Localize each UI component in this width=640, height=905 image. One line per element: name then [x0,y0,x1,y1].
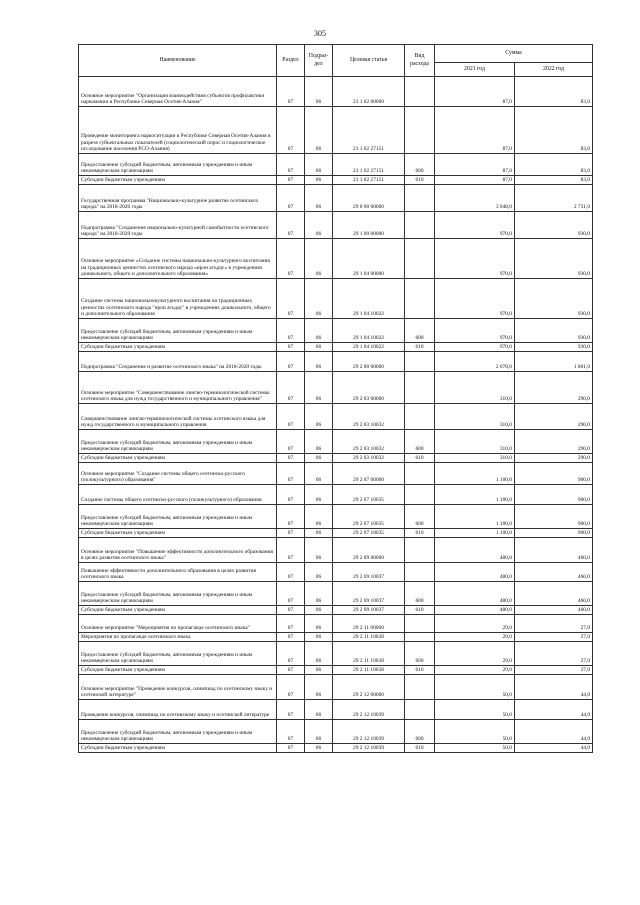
row-target: 29 2 03 10032 [333,454,405,463]
row-amount-2021: 87,0 [435,77,515,107]
row-kind [405,279,435,319]
row-amount-2021: 1 100,0 [435,485,515,505]
row-section: 07 [277,212,305,239]
row-amount-2021: 29,0 [435,642,515,666]
row-name: Государственная программа "Национально-культурное развитие осетинского народа" на 2018-2020 годы [79,185,277,212]
table-row [79,582,593,606]
row-name: Основное мероприятие "Проведение конкурсов, олимпиад по осетинскому языку и осетинской литературе" [79,675,277,700]
table-row [79,563,593,582]
row-kind [405,352,435,372]
row-amount-2021: 87,0 [435,107,515,154]
row-section: 07 [277,615,305,633]
row-section: 07 [277,563,305,582]
row-subsection: 06 [305,454,333,463]
row-kind [405,185,435,212]
row-target: 29 2 09 10037 [333,606,405,615]
row-subsection: 06 [305,505,333,529]
table-row [79,463,593,485]
row-subsection: 06 [305,666,333,675]
budget-table [78,44,593,753]
row-amount-2021: 50,0 [435,675,515,700]
row-kind: 610 [405,529,435,538]
row-section: 07 [277,372,305,404]
row-amount-2021: 2 078,0 [435,352,515,372]
row-subsection: 06 [305,700,333,720]
table-row [79,666,593,675]
row-amount-2022: 930,0 [515,212,593,239]
row-kind [405,700,435,720]
row-section: 07 [277,529,305,538]
row-target: 29 2 03 10032 [333,430,405,454]
row-subsection: 06 [305,642,333,666]
row-section: 07 [277,185,305,212]
row-amount-2021: 310,0 [435,430,515,454]
row-target: 21 1 02 27151 [333,107,405,154]
table-row [79,505,593,529]
row-name: Предоставление субсидий бюджетным, автономным учреждениям и иным некоммерческим организациям [79,642,277,666]
row-amount-2021: 970,0 [435,343,515,352]
table-row [79,675,593,700]
row-amount-2021: 970,0 [435,319,515,343]
row-amount-2021: 87,0 [435,154,515,176]
row-section: 07 [277,538,305,563]
row-section: 07 [277,720,305,744]
row-section: 07 [277,666,305,675]
table-row [79,720,593,744]
table-row [79,185,593,212]
page-number: 305 [314,29,326,38]
row-name: Создание системы национальнокультурного воспитания на традиционных ценностях осетинского народа "ирон агъдау" в учреждениях дошкольного, общего и дополнительного образования [79,279,277,319]
row-kind: 610 [405,744,435,753]
row-amount-2021: 480,0 [435,563,515,582]
row-kind [405,485,435,505]
row-amount-2021: 50,0 [435,700,515,720]
row-subsection: 06 [305,343,333,352]
row-subsection: 06 [305,404,333,430]
row-target: 29 2 07 10035 [333,485,405,505]
row-subsection: 06 [305,430,333,454]
row-subsection: 06 [305,606,333,615]
row-amount-2022: 83,0 [515,154,593,176]
row-subsection: 06 [305,633,333,642]
row-amount-2022: 83,0 [515,176,593,185]
row-section: 07 [277,675,305,700]
row-name: Субсидии бюджетным учреждениям [79,606,277,615]
row-target: 21 1 02 27151 [333,154,405,176]
row-kind [405,615,435,633]
row-amount-2021: 480,0 [435,606,515,615]
row-kind [405,107,435,154]
row-amount-2021: 480,0 [435,582,515,606]
row-name: Субсидии бюджетным учреждениям [79,666,277,675]
row-name: Предоставление субсидий бюджетным, автономным учреждениям и иным некоммерческим организациям [79,505,277,529]
row-section: 07 [277,176,305,185]
row-amount-2022: 83,0 [515,107,593,154]
row-amount-2022: 27,0 [515,633,593,642]
row-kind: 600 [405,505,435,529]
header-kind: Вид расхода [405,45,435,77]
table-row [79,77,593,107]
row-amount-2022: 900,0 [515,485,593,505]
row-target: 29 0 00 00000 [333,185,405,212]
row-subsection: 06 [305,463,333,485]
row-section: 07 [277,485,305,505]
row-name: Основное мероприятие "Совершенствование лингво-терминологической системы осетинского языка для нужд государственного и муниципального управления" [79,372,277,404]
row-kind: 610 [405,666,435,675]
row-section: 07 [277,239,305,279]
row-section: 07 [277,404,305,430]
row-target: 29 2 12 10039 [333,700,405,720]
row-kind [405,404,435,430]
row-section: 07 [277,505,305,529]
row-target: 29 2 11 10038 [333,666,405,675]
row-amount-2022: 27,0 [515,615,593,633]
row-name: Предоставление субсидий бюджетным, автономным учреждениям и иным некоммерческим организациям [79,582,277,606]
row-amount-2022: 460,0 [515,538,593,563]
row-section: 07 [277,582,305,606]
row-target: 29 2 07 10035 [333,529,405,538]
row-amount-2022: 44,0 [515,720,593,744]
row-kind [405,538,435,563]
table-row [79,372,593,404]
row-amount-2022: 900,0 [515,529,593,538]
row-amount-2021: 87,0 [435,176,515,185]
row-name: Повышение эффективности дополнительного образования в целях развития осетинского языка [79,563,277,582]
row-target: 29 2 03 00000 [333,372,405,404]
row-target: 29 2 09 10037 [333,582,405,606]
row-name: Субсидии бюджетным учреждениям [79,343,277,352]
row-amount-2021: 310,0 [435,372,515,404]
row-name: Основное мероприятие «Создание системы национально-культурного воспитания на традиционных ценностях осетинского народа «ирон агъдау» в учреждениях дошкольного, общего и дополнительного образования» [79,239,277,279]
row-section: 07 [277,319,305,343]
row-kind: 600 [405,430,435,454]
row-target: 29 2 12 00000 [333,675,405,700]
row-name: Проведение мониторинга наркоситуации в Республике Северная Осетия-Алания в разрезе субъектальных показателей (социологический опрос и социологическое исследование населения РСО-Алания) [79,107,277,154]
table-row [79,485,593,505]
row-target: 29 1 04 10022 [333,319,405,343]
row-amount-2021: 970,0 [435,239,515,279]
row-name: Предоставление субсидий бюджетным, автономным учреждениям и иным некоммерческим организациям [79,319,277,343]
row-subsection: 06 [305,372,333,404]
row-section: 07 [277,633,305,642]
row-subsection: 06 [305,675,333,700]
row-amount-2022: 44,0 [515,675,593,700]
row-amount-2022: 27,0 [515,642,593,666]
header-subsection: Подраз-дел [305,45,333,77]
row-amount-2022: 1 801,0 [515,352,593,372]
row-name: Мероприятия по пропаганде осетинского языка [79,633,277,642]
row-amount-2021: 29,0 [435,666,515,675]
table-row [79,430,593,454]
row-kind: 600 [405,582,435,606]
row-target: 29 1 04 10022 [333,279,405,319]
row-target: 29 1 04 00000 [333,239,405,279]
row-target: 29 1 04 10022 [333,343,405,352]
row-name: Субсидии бюджетным учреждениям [79,744,277,753]
row-name: Создание системы общего осетинско-русского (поликультурного) образования [79,485,277,505]
row-target: 29 2 07 10035 [333,505,405,529]
row-target: 29 2 11 10038 [333,633,405,642]
row-name: Основное мероприятие "Организация взаимодействия субъектов профилактики наркомании в Республике Северная Осетия-Алания" [79,77,277,107]
row-name: Субсидии бюджетным учреждениям [79,454,277,463]
row-target: 29 2 03 10032 [333,404,405,430]
row-target: 29 2 07 00000 [333,463,405,485]
row-kind: 600 [405,720,435,744]
header-sum: Сумма [435,45,593,63]
header-target: Целевая статья [333,45,405,77]
row-kind: 600 [405,154,435,176]
row-kind: 610 [405,454,435,463]
table-row [79,319,593,343]
row-kind: 610 [405,176,435,185]
row-subsection: 06 [305,563,333,582]
row-amount-2022: 44,0 [515,744,593,753]
table-row [79,529,593,538]
table-row [79,343,593,352]
header-section: Раздел [277,45,305,77]
table-row [79,700,593,720]
row-subsection: 06 [305,615,333,633]
table-row [79,538,593,563]
row-kind: 610 [405,343,435,352]
row-subsection: 06 [305,538,333,563]
row-section: 07 [277,77,305,107]
row-kind [405,372,435,404]
row-amount-2022: 930,0 [515,319,593,343]
row-kind [405,239,435,279]
row-section: 07 [277,463,305,485]
row-kind: 600 [405,642,435,666]
row-subsection: 06 [305,720,333,744]
header-year-2022: 2022 год [515,63,593,77]
table-row [79,352,593,372]
row-subsection: 06 [305,582,333,606]
row-amount-2022: 460,0 [515,582,593,606]
row-amount-2021: 3 048,0 [435,185,515,212]
row-amount-2022: 27,0 [515,666,593,675]
row-subsection: 06 [305,529,333,538]
row-subsection: 06 [305,107,333,154]
row-target: 29 2 11 10038 [333,642,405,666]
row-subsection: 06 [305,279,333,319]
table-row [79,642,593,666]
row-amount-2022: 290,0 [515,430,593,454]
row-section: 07 [277,107,305,154]
row-section: 07 [277,279,305,319]
row-amount-2021: 1 100,0 [435,529,515,538]
row-subsection: 06 [305,154,333,176]
row-amount-2021: 310,0 [435,454,515,463]
row-name: Предоставление субсидий бюджетным, автономным учреждениям и иным некоммерческим организациям [79,430,277,454]
row-section: 07 [277,454,305,463]
row-subsection: 06 [305,744,333,753]
row-target: 29 2 12 10039 [333,744,405,753]
row-section: 07 [277,606,305,615]
table-row [79,279,593,319]
row-amount-2022: 930,0 [515,279,593,319]
row-amount-2021: 50,0 [435,744,515,753]
row-section: 07 [277,430,305,454]
row-amount-2021: 310,0 [435,404,515,430]
row-amount-2022: 2 731,0 [515,185,593,212]
table-row [79,454,593,463]
row-amount-2022: 460,0 [515,606,593,615]
row-name: Проведение конкурсов, олимпиад по осетинскому языку и осетинской литературе [79,700,277,720]
row-amount-2022: 900,0 [515,463,593,485]
row-amount-2021: 50,0 [435,720,515,744]
table-body [79,77,593,753]
row-name: Совершенствование лингво-терминологической системы осетинского языка для нужд государственного и муниципального управления [79,404,277,430]
row-amount-2022: 44,0 [515,700,593,720]
row-subsection: 06 [305,352,333,372]
row-target: 21 1 02 00000 [333,77,405,107]
row-amount-2022: 290,0 [515,454,593,463]
row-kind: 610 [405,606,435,615]
row-subsection: 06 [305,185,333,212]
header-name: Наименование [79,45,277,77]
row-subsection: 06 [305,212,333,239]
row-section: 07 [277,744,305,753]
table-row [79,606,593,615]
row-target: 29 2 12 10039 [333,720,405,744]
table-row [79,154,593,176]
row-kind [405,675,435,700]
table-row [79,404,593,430]
row-amount-2021: 970,0 [435,212,515,239]
row-subsection: 06 [305,485,333,505]
row-amount-2022: 930,0 [515,343,593,352]
row-name: Субсидии бюджетным учреждениям [79,529,277,538]
header-year-2021: 2021 год [435,63,515,77]
row-name: Основное мероприятие "Создание системы общего осетинско-русского (поликультурного) образования" [79,463,277,485]
row-kind: 600 [405,319,435,343]
row-section: 07 [277,352,305,372]
table-row [79,744,593,753]
row-name: Основное мероприятие "Повышение эффективности дополнительного образования в целях развития осетинского языка" [79,538,277,563]
row-amount-2021: 29,0 [435,615,515,633]
table-row [79,633,593,642]
row-target: 29 2 00 00000 [333,352,405,372]
row-section: 07 [277,154,305,176]
row-subsection: 06 [305,319,333,343]
row-subsection: 06 [305,77,333,107]
row-amount-2022: 290,0 [515,404,593,430]
row-section: 07 [277,700,305,720]
row-amount-2022: 900,0 [515,505,593,529]
row-amount-2022: 930,0 [515,239,593,279]
row-amount-2021: 1 100,0 [435,463,515,485]
row-kind [405,212,435,239]
row-kind [405,633,435,642]
table-row [79,212,593,239]
table-row [79,239,593,279]
row-amount-2021: 29,0 [435,633,515,642]
table-row [79,107,593,154]
row-subsection: 06 [305,176,333,185]
row-name: Предоставление субсидий бюджетным, автономным учреждениям и иным некоммерческим организациям [79,720,277,744]
row-amount-2022: 83,0 [515,77,593,107]
row-amount-2021: 1 100,0 [435,505,515,529]
row-amount-2021: 970,0 [435,279,515,319]
row-section: 07 [277,343,305,352]
table-row [79,615,593,633]
row-target: 29 2 09 00000 [333,538,405,563]
row-name: Предоставление субсидий бюджетным, автономным учреждениям и иным некоммерческим организациям [79,154,277,176]
row-subsection: 06 [305,239,333,279]
row-target: 29 2 09 10037 [333,563,405,582]
row-amount-2021: 480,0 [435,538,515,563]
table-row [79,176,593,185]
row-name: Подпрограмма "Сохранение национально-культурной самобытности осетинского народа" на 2018-2020 годы [79,212,277,239]
row-kind [405,563,435,582]
row-kind [405,77,435,107]
row-target: 21 1 02 27151 [333,176,405,185]
row-target: 29 1 00 00000 [333,212,405,239]
row-amount-2022: 290,0 [515,372,593,404]
row-target: 29 2 11 00000 [333,615,405,633]
row-amount-2022: 460,0 [515,563,593,582]
row-name: Подпрограмма "Сохранение и развитие осетинского языка" на 2018-2020 годы [79,352,277,372]
row-name: Основное мероприятие "Мероприятия по пропаганде осетинского языка" [79,615,277,633]
row-kind [405,463,435,485]
row-name: Субсидии бюджетным учреждениям [79,176,277,185]
row-section: 07 [277,642,305,666]
